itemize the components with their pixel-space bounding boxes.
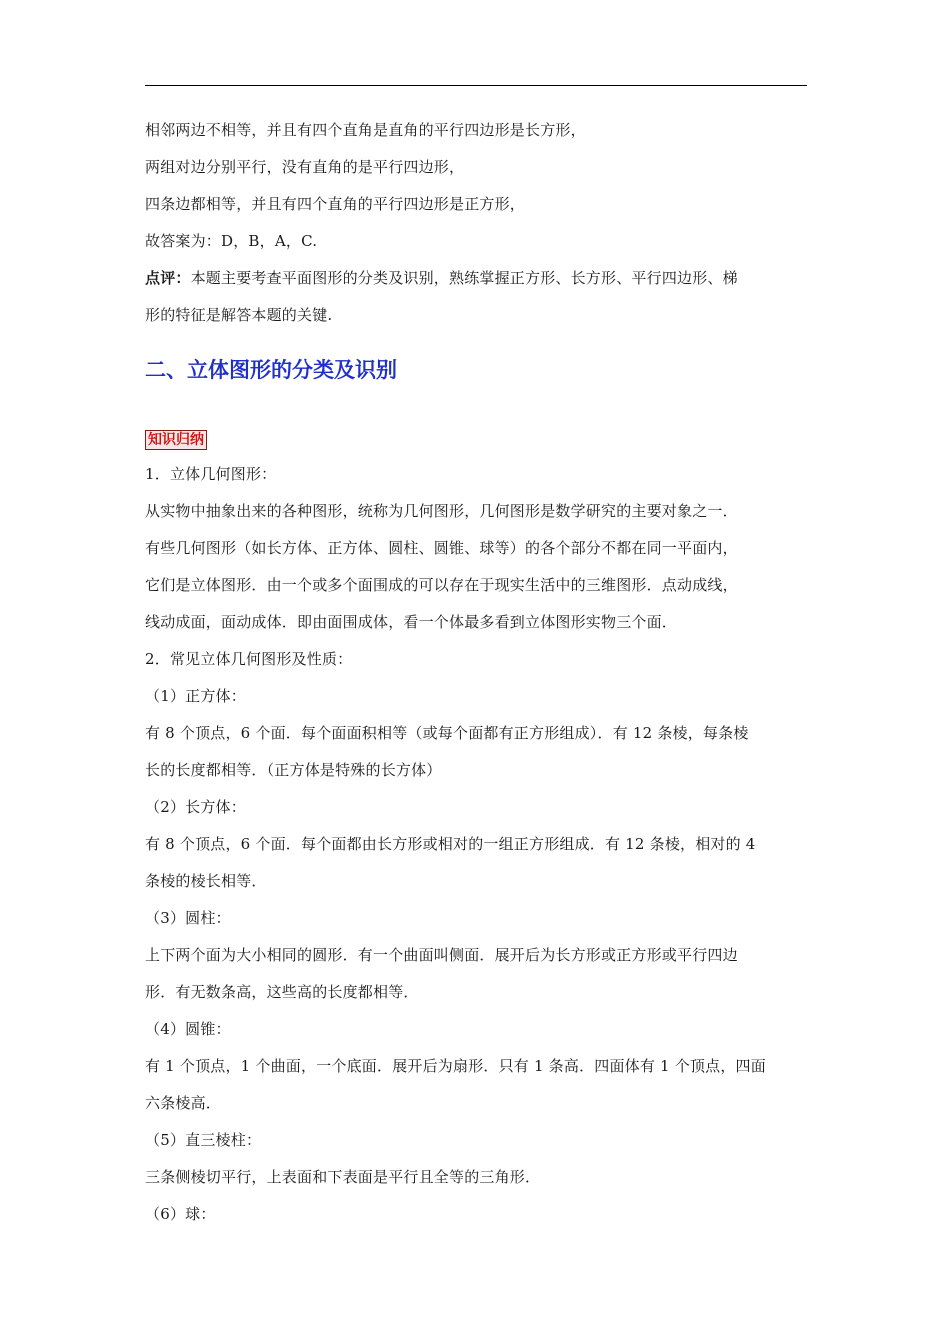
comment-line (145, 260, 810, 297)
knowledge-tag-row (145, 422, 810, 456)
body-line: 六条棱高． (145, 1094, 222, 1112)
comment-text: 本题主要考查平面图形的分类及识别，熟练掌握正方形、长方形、平行四边形、梯 (190, 269, 738, 287)
body-line: 三条侧棱切平行，上表面和下表面是平行且全等的三角形． (145, 1168, 541, 1186)
body-line: 从实物中抽象出来的各种图形，统称为几何图形，几何图形是数学研究的主要对象之一． (145, 502, 738, 520)
body-line: 线动成面，面动成体．即由面围成体，看一个体最多看到立体图形实物三个面． (145, 613, 678, 631)
body-line: 有 1 个顶点，1 个曲面，一个底面．展开后为扇形．只有 1 条高．四面体有 1 个顶点，四面 (145, 1057, 766, 1075)
body-line: 1．立体几何图形： (145, 465, 277, 483)
body-line: 长的长度都相等．（正方体是特殊的长方体） (145, 761, 442, 779)
item-heading: （5）直三棱柱： (145, 1131, 262, 1149)
intro-line: 相邻两边不相等，并且有四个直角是直角的平行四边形是长方形， (145, 121, 586, 139)
body-line: 形．有无数条高，这些高的长度都相等． (145, 983, 419, 1001)
header-rule (145, 85, 807, 86)
item-heading: （3）圆柱： (145, 909, 231, 927)
item-heading: （2）长方体： (145, 798, 246, 816)
body-line: 上下两个面为大小相同的圆形．有一个曲面叫侧面．展开后为长方形或正方形或平行四边 (145, 946, 738, 964)
comment-label: 点评： (145, 269, 191, 287)
body-line: 条棱的棱长相等． (145, 872, 267, 890)
section-heading: 二、立体图形的分类及识别 (145, 358, 397, 382)
comment-line: 形的特征是解答本题的关键. (145, 306, 333, 324)
body-line: 有些几何图形（如长方体、正方体、圆柱、圆锥、球等）的各个部分不都在同一平面内， (145, 539, 738, 557)
item-heading: （6）球： (145, 1205, 216, 1223)
intro-line: 两组对边分别平行，没有直角的是平行四边形， (145, 158, 465, 176)
item-heading: （1）正方体： (145, 687, 246, 705)
body-line: 2．常见立体几何图形及性质： (145, 650, 353, 668)
answer-line: 故答案为：D，B，A，C. (145, 232, 318, 250)
item-heading: （4）圆锥： (145, 1020, 231, 1038)
intro-line: 四条边都相等，并且有四个直角的平行四边形是正方形， (145, 195, 526, 213)
body-line: 有 8 个顶点，6 个面．每个面面积相等（或每个面都有正方形组成）．有 12 条棱，每条棱 (145, 724, 749, 742)
body-line: 有 8 个顶点，6 个面．每个面都由长方形或相对的一组正方形组成．有 12 条棱，相对的 4 (145, 835, 756, 853)
body-line: 它们是立体图形．由一个或多个面围成的可以存在于现实生活中的三维图形．点动成线， (145, 576, 738, 594)
page-content (145, 112, 810, 1233)
knowledge-summary-tag: 知识归纳 (145, 430, 207, 450)
